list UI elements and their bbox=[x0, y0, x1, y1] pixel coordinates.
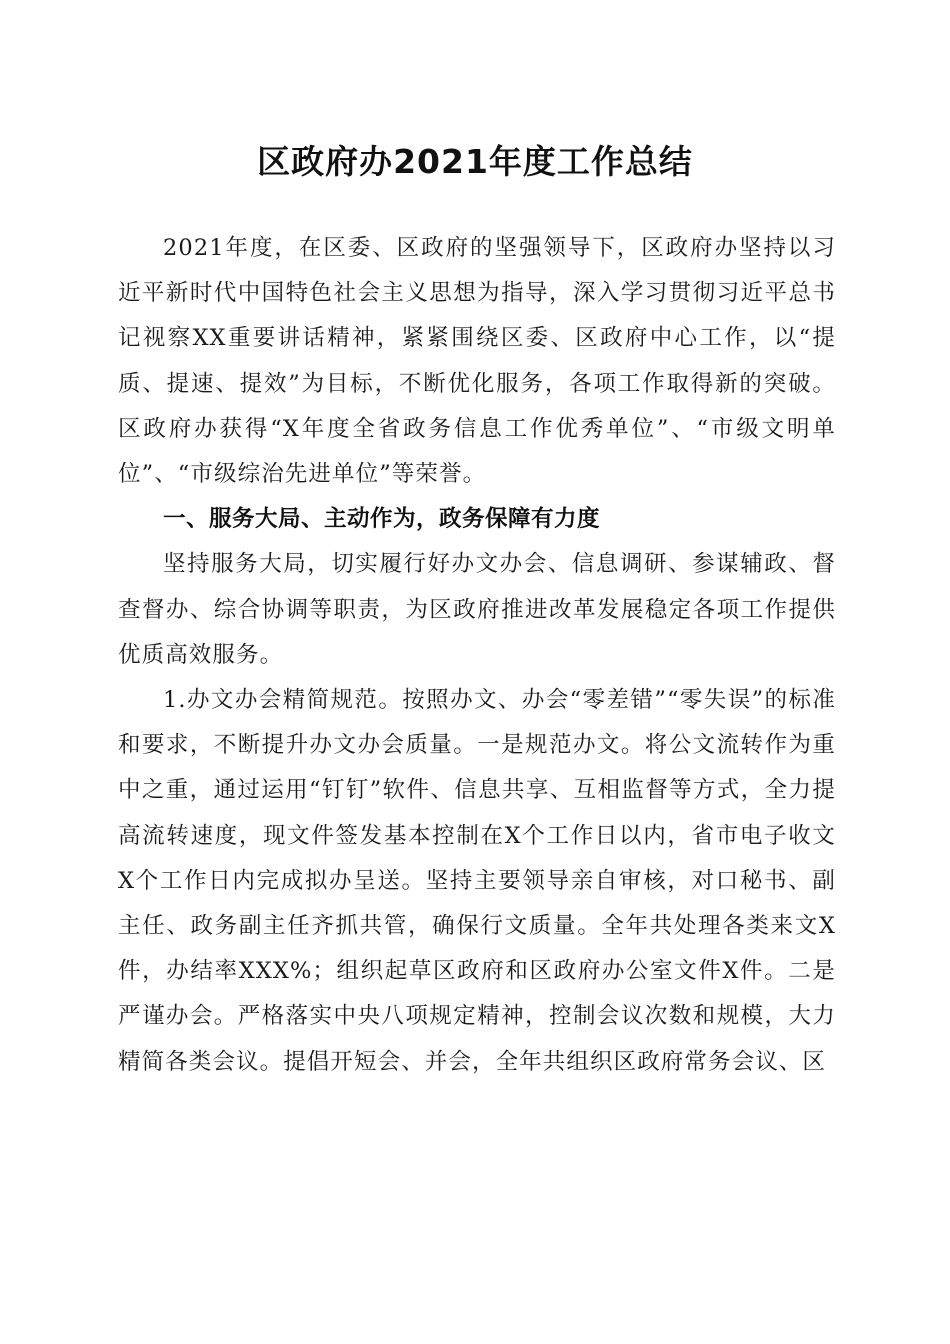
intro-paragraph: 2021年度，在区委、区政府的坚强领导下，区政府办坚持以习近平新时代中国特色社会主义思想为指导，深入学习贯彻习近平总书记视察XX重要讲话精神，紧紧围绕区委、区政府中心工作，以“提质、提速、提效”为目标，不断优化服务，各项工作取得新的突破。区政府办获得“X年度全省政务信息工作优秀单位”、“市级文明单位”、“市级综治先进单位”等荣誉。 bbox=[118, 235, 836, 488]
document-body bbox=[118, 226, 836, 1085]
document-title: 区政府办2021年度工作总结 bbox=[257, 142, 693, 181]
section-heading: 一、服务大局、主动作为，政务保障有力度 bbox=[163, 506, 601, 533]
section-summary-paragraph: 坚持服务大局，切实履行好办文办会、信息调研、参谋辅政、督查督办、综合协调等职责，为区政府推进改革发展稳定各项工作提供优质高效服务。 bbox=[118, 551, 836, 668]
item-paragraph: 1.办文办会精简规范。按照办文、办会“零差错”“零失误”的标准和要求，不断提升办文办会质量。一是规范办文。将公文流转作为重中之重，通过运用“钉钉”软件、信息共享、互相监督等方式，全力提高流转速度，现文件签发基本控制在X个工作日以内，省市电子收文X个工作日内完成拟办呈送。坚持主要领导亲自审核，对口秘书、副主任、政务副主任齐抓共管，确保行文质量。全年共处理各类来文X件，办结率XXX%；组织起草区政府和区政府办公室文件X件。二是严谨办会。严格落实中央八项规定精神，控制会议次数和规模，大力精简各类会议。提倡开短会、并会，全年共组织区政府常务会议、区 bbox=[118, 687, 836, 1075]
